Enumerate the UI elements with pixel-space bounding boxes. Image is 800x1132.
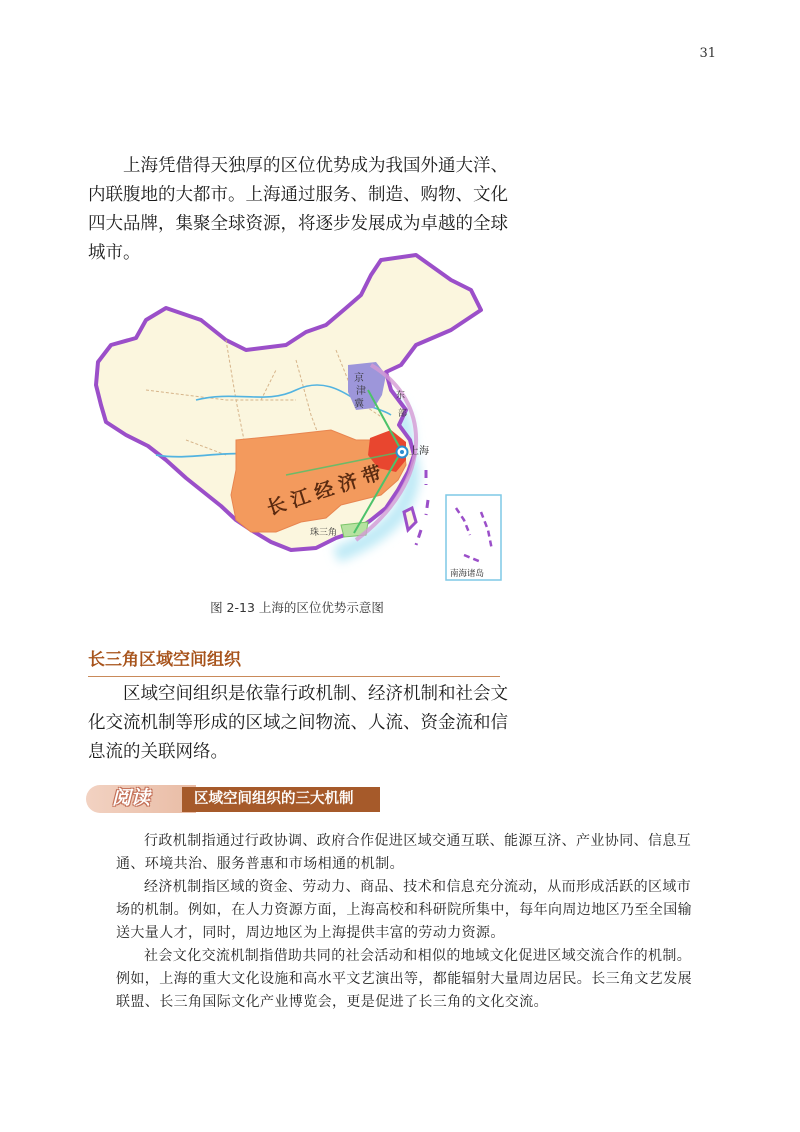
shanghai-label: 上海 [409,446,429,457]
shanghai-location-map [86,250,506,585]
figure-caption: 图 2-13 上海的区位优势示意图 [210,600,384,615]
page-number: 31 [699,46,716,61]
taiwan [404,508,416,530]
intro-paragraph: 上海凭借得天独厚的区位优势成为我国外通大洋、内联腹地的大都市。上海通过服务、制造、购物、文化四大品牌，集聚全球资源，将逐步发展成为卓越的全球城市。 [88,156,508,263]
coast-label-1: 东 [396,391,406,401]
section-title: 长三角区域空间组织 [88,645,500,677]
reading-paragraph-administrative: 行政机制指通过行政协调、政府合作促进区域交通互联、能源互济、产业协同、信息互通、环境共治、服务普惠和市场相通的机制。 [116,833,692,872]
inset-label: 南海诸岛 [450,569,485,579]
reading-title: 区域空间组织的三大机制 [182,787,380,812]
reading-body [116,830,702,1014]
jjj-label-1: 京 [354,373,364,384]
south-china-sea-inset [446,495,501,580]
prd-label: 珠三角 [310,528,338,538]
jjj-label-2: 津 [356,386,366,397]
section-paragraph: 区域空间组织是依靠行政机制、经济机制和社会文化交流机制等形成的区域之间物流、人流、资金流和信息流的关联网络。 [88,684,508,762]
jjj-label-3: 冀 [354,399,364,410]
reading-paragraph-cultural: 社会文化交流机制指借助共同的社会活动和相似的地域文化促进区域交流合作的机制。例如，上海的重大文化设施和高水平文艺演出等，都能辐射大量周边居民。长三角文艺发展联盟、长三角国际文化产业博览会，更是促进了长三角的文化交流。 [116,948,692,1010]
reading-paragraph-economic: 经济机制指区域的资金、劳动力、商品、技术和信息充分流动，从而形成活跃的区域市场的机制。例如，在人力资源方面，上海高校和科研院所集中，每年向周边地区乃至全国输送大量人才，同时，周边地区为上海提供丰富的劳动力资源。 [116,879,692,941]
reading-banner [86,783,386,815]
reading-tag: 阅读 [112,787,151,809]
coast-label-2: 部 [398,409,408,419]
yangtze-belt-label: 长江经济带 [264,460,390,520]
